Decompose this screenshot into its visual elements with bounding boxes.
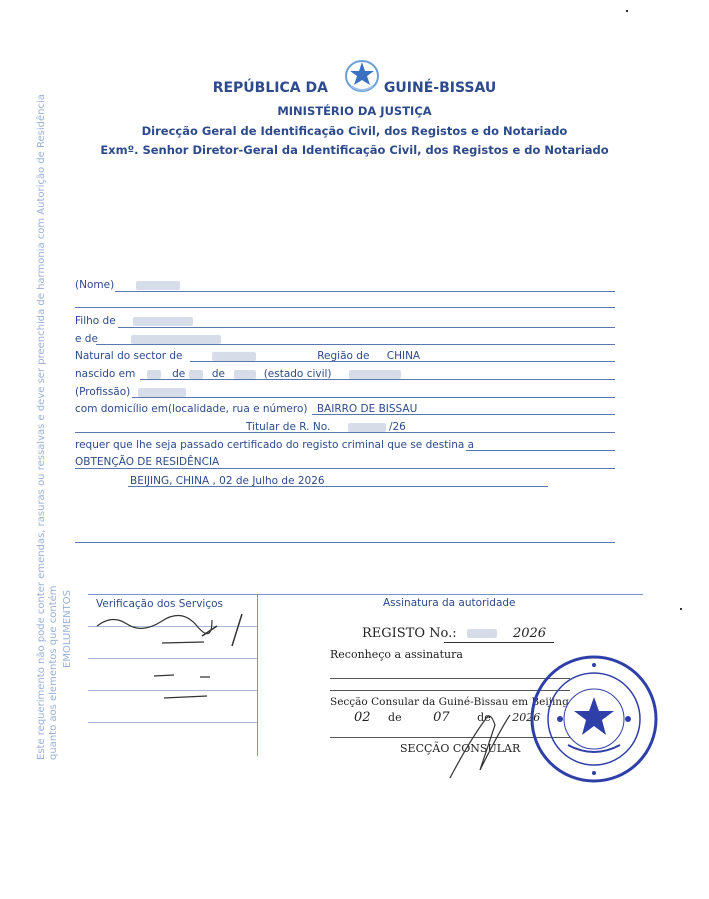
date-de2: de [477,711,491,724]
ministry-title: MINISTÉRIO DA JUSTIÇA [277,104,432,118]
born-de2: de [211,368,225,380]
speck [626,10,628,12]
natural-label: Natural do sector de [75,350,183,362]
side-note [36,94,60,760]
son-of-label: Filho de [75,315,116,327]
redacted-day [147,370,161,379]
emolumentos-label: EMOLUMENTOS [62,590,73,668]
name-label: (Nome) [75,279,115,291]
redacted-holder [348,423,386,432]
name-row [75,279,180,291]
verification-label: Verificação dos Serviços [96,598,223,610]
holder-label: Titular de R. No. [246,421,331,433]
national-emblem-icon [343,54,381,94]
and-of-label: e de [75,333,98,345]
section-label: SECÇÃO CONSULAR [400,742,521,755]
authority-label: Assinatura da autoridade [383,597,516,609]
side-note-line1: Este requerimento não pode conter emendas, rasuras ou ressalvas e deve ser preenchida de harmonia com Autorição de Residência [36,94,47,760]
addressee-line: Exmº. Senhor Diretor-Geral da Identificação Civil, dos Registos e do Notariado [100,143,609,157]
recognize-label: Reconheço a assinatura [330,648,463,661]
date-de1: de [388,711,402,724]
direction-title: Direcção Geral de Identificação Civil, dos Registos e do Notariado [141,124,568,138]
redacted-sector [212,352,256,361]
date-month: 07 [433,710,450,725]
request-row: requer que lhe seja passado certificado do registo criminal que se destina a [75,439,475,451]
speck [680,608,682,610]
born-de1: de [172,368,186,380]
consular-line: Secção Consular da Guiné-Bissau em Beijing [330,696,569,708]
republic-right: GUINÉ-BISSAU [383,80,497,96]
consular-stamp-icon [530,655,658,783]
side-note-line2: quanto aos elementos que contém [48,585,59,760]
redacted-civil [349,370,401,379]
region-label: Região de [317,350,370,362]
born-label: nascido em [75,368,136,380]
domicile-value: BAIRRO DE BISSAU [316,403,418,415]
registo-value: 2026 [512,626,547,641]
civil-label: (estado civil) [263,368,332,380]
registo-row [362,626,546,641]
redacted-mother [131,335,221,344]
republic-left: REPÚBLICA DA [212,80,328,96]
date-day: 02 [354,710,371,725]
domicile-label: com domicílio em(localidade, rua e número) [75,403,308,415]
redacted-registo [467,629,497,638]
handwritten-marks [92,606,262,716]
redacted-father [133,317,193,326]
date-year: 2026 [512,711,541,724]
holder-value: /26 [388,421,406,433]
registo-label: REGISTO No.: [362,626,457,641]
signature-icon [440,700,540,780]
place-date: BEIJING, CHINA , 02 de Julho de 2026 [130,475,325,487]
region-value: CHINA [386,350,421,362]
profession-label: (Profissão) [75,386,131,398]
redacted-profession [138,388,186,397]
redacted-name [136,281,180,290]
son-of-row [75,315,193,327]
purpose-value: OBTENÇÃO DE RESIDÊNCIA [75,456,220,468]
redacted-month [189,370,203,379]
redacted-year [234,370,256,379]
